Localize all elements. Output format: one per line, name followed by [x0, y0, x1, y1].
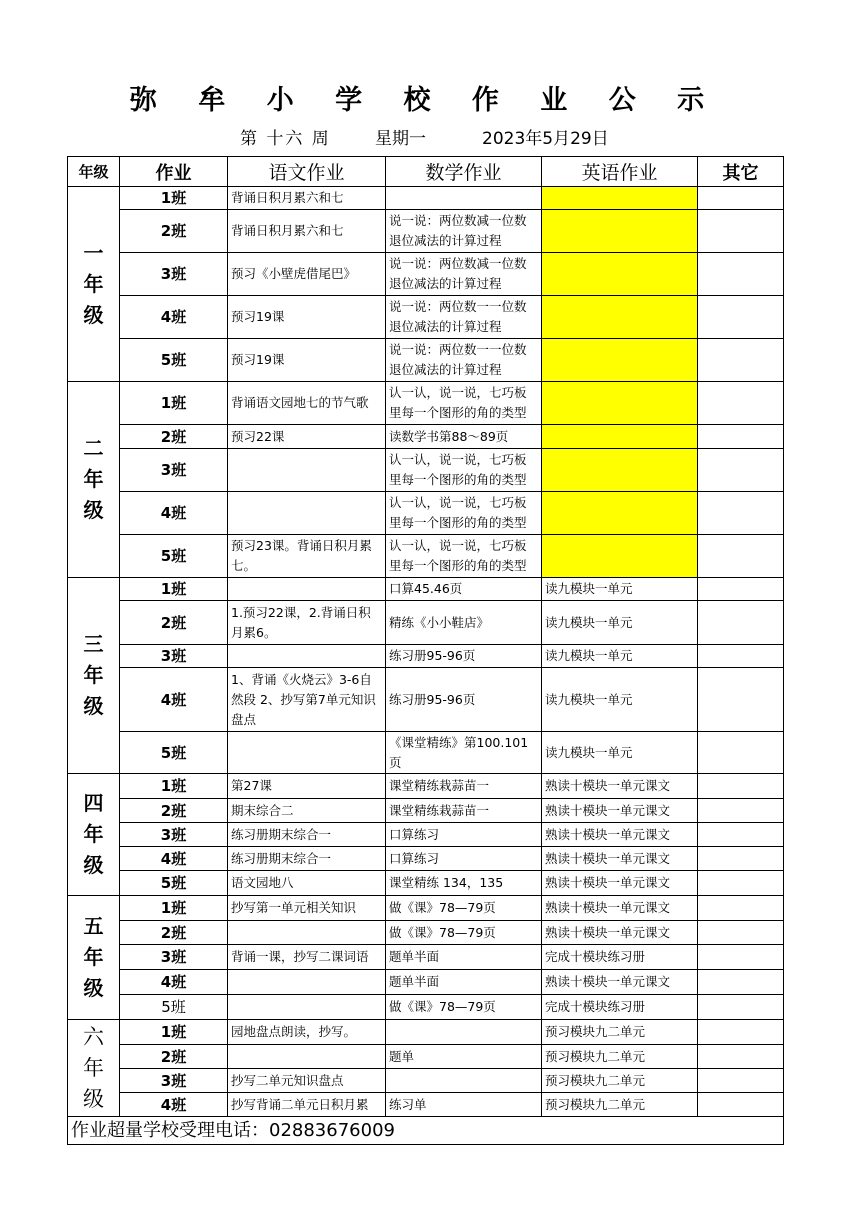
english-cell [542, 339, 698, 382]
chinese-cell: 背诵日积月累六和七 [228, 210, 386, 253]
chinese-cell: 语文园地八 [228, 871, 386, 896]
chinese-cell [228, 492, 386, 535]
grade-label-text: 五年级 [83, 914, 104, 1000]
other-cell [698, 921, 784, 945]
other-cell [698, 896, 784, 921]
chinese-cell: 背诵语文园地七的节气歌 [228, 382, 386, 425]
class-cell: 5班 [120, 732, 228, 774]
grade-label-text: 六年级 [83, 1024, 104, 1111]
other-cell [698, 970, 784, 995]
weekday-label: 星期一 [375, 129, 426, 149]
other-cell [698, 668, 784, 732]
english-cell [542, 382, 698, 425]
chinese-cell: 期末综合二 [228, 799, 386, 823]
chinese-cell [228, 1045, 386, 1069]
class-cell: 1班 [120, 774, 228, 799]
math-cell: 做《课》78—79页 [386, 921, 542, 945]
math-cell: 课堂精练 134，135 [386, 871, 542, 896]
english-cell [542, 296, 698, 339]
math-cell: 课堂精练栽蒜苗一 [386, 774, 542, 799]
header-homework: 作业 [120, 157, 228, 187]
header-other: 其它 [698, 157, 784, 187]
math-cell: 口算练习 [386, 847, 542, 871]
class-cell: 2班 [120, 1045, 228, 1069]
grade-label [68, 896, 120, 1020]
chinese-cell [228, 449, 386, 492]
other-cell [698, 253, 784, 296]
chinese-cell: 第27课 [228, 774, 386, 799]
footer-row [68, 1117, 784, 1145]
table-row [68, 1045, 784, 1069]
other-cell [698, 296, 784, 339]
math-cell: 课堂精练栽蒜苗一 [386, 799, 542, 823]
english-cell: 熟读十模块一单元课文 [542, 799, 698, 823]
chinese-cell [228, 995, 386, 1020]
english-cell [542, 187, 698, 210]
class-cell: 4班 [120, 847, 228, 871]
english-cell: 完成十模块练习册 [542, 945, 698, 970]
table-row [68, 296, 784, 339]
class-cell: 5班 [120, 339, 228, 382]
class-cell: 5班 [120, 871, 228, 896]
grade-label [68, 578, 120, 774]
chinese-cell: 练习册期末综合一 [228, 823, 386, 847]
date-label: 2023年5月29日 [482, 129, 609, 149]
grade-label-text: 四年级 [83, 791, 104, 877]
grade-label [68, 382, 120, 578]
math-cell: 做《课》78—79页 [386, 995, 542, 1020]
chinese-cell: 1、背诵《火烧云》3-6自然段 2、抄写第7单元知识盘点 [228, 668, 386, 732]
table-row [68, 732, 784, 774]
table-row [68, 425, 784, 449]
class-cell: 4班 [120, 1093, 228, 1117]
class-cell: 5班 [120, 995, 228, 1020]
math-cell: 说一说：两位数一一位数退位减法的计算过程 [386, 339, 542, 382]
other-cell [698, 210, 784, 253]
math-cell: 说一说：两位数一一位数退位减法的计算过程 [386, 296, 542, 339]
math-cell: 练习册95-96页 [386, 645, 542, 668]
other-cell [698, 645, 784, 668]
math-cell: 口算45.46页 [386, 578, 542, 601]
math-cell: 《课堂精练》第100.101页 [386, 732, 542, 774]
math-cell: 说一说：两位数减一位数退位减法的计算过程 [386, 210, 542, 253]
header-grade: 年级 [68, 157, 120, 187]
math-cell: 说一说：两位数减一位数退位减法的计算过程 [386, 253, 542, 296]
math-cell: 口算练习 [386, 823, 542, 847]
math-cell: 精练《小小鞋店》 [386, 601, 542, 645]
english-cell: 熟读十模块一单元课文 [542, 871, 698, 896]
other-cell [698, 1045, 784, 1069]
other-cell [698, 1069, 784, 1093]
math-cell: 做《课》78—79页 [386, 896, 542, 921]
chinese-cell: 1.预习22课，2.背诵日积月累6。 [228, 601, 386, 645]
homework-table [67, 156, 784, 1145]
english-cell: 熟读十模块一单元课文 [542, 823, 698, 847]
other-cell [698, 449, 784, 492]
table-row [68, 668, 784, 732]
math-cell: 读数学书第88～89页 [386, 425, 542, 449]
week-label: 第 十六 周 [240, 129, 331, 149]
grade-label [68, 187, 120, 382]
math-cell: 认一认，说一说，七巧板里每一个图形的角的类型 [386, 492, 542, 535]
math-cell [386, 1069, 542, 1093]
english-cell [542, 425, 698, 449]
math-cell: 认一认，说一说，七巧板里每一个图形的角的类型 [386, 449, 542, 492]
chinese-cell: 预习19课 [228, 339, 386, 382]
english-cell: 熟读十模块一单元课文 [542, 970, 698, 995]
chinese-cell [228, 732, 386, 774]
table-row [68, 1020, 784, 1045]
footer-hotline: 作业超量学校受理电话：02883676009 [68, 1117, 784, 1145]
table-row [68, 210, 784, 253]
chinese-cell [228, 645, 386, 668]
english-cell: 预习模块九二单元 [542, 1069, 698, 1093]
class-cell: 1班 [120, 1020, 228, 1045]
english-cell [542, 449, 698, 492]
class-cell: 3班 [120, 645, 228, 668]
other-cell [698, 425, 784, 449]
grade-label-text: 二年级 [83, 436, 104, 522]
grade-label-text: 一年级 [83, 240, 104, 327]
table-row [68, 187, 784, 210]
table-row [68, 578, 784, 601]
grade-label [68, 774, 120, 896]
chinese-cell: 背诵日积月累六和七 [228, 187, 386, 210]
chinese-cell: 抄写背诵二单元日积月累 [228, 1093, 386, 1117]
other-cell [698, 774, 784, 799]
chinese-cell: 预习22课 [228, 425, 386, 449]
english-cell: 熟读十模块一单元课文 [542, 774, 698, 799]
english-cell: 读九模块一单元 [542, 645, 698, 668]
table-row [68, 1069, 784, 1093]
other-cell [698, 732, 784, 774]
grade-label-text: 三年级 [83, 632, 104, 718]
english-cell [542, 253, 698, 296]
chinese-cell: 抄写第一单元相关知识 [228, 896, 386, 921]
english-cell: 熟读十模块一单元课文 [542, 921, 698, 945]
table-row [68, 645, 784, 668]
header-math: 数学作业 [386, 157, 542, 187]
english-cell: 读九模块一单元 [542, 732, 698, 774]
table-row [68, 799, 784, 823]
other-cell [698, 187, 784, 210]
class-cell: 4班 [120, 668, 228, 732]
other-cell [698, 339, 784, 382]
class-cell: 2班 [120, 425, 228, 449]
header-row [68, 157, 784, 187]
table-row [68, 995, 784, 1020]
chinese-cell [228, 970, 386, 995]
other-cell [698, 799, 784, 823]
other-cell [698, 578, 784, 601]
chinese-cell [228, 578, 386, 601]
table-row [68, 449, 784, 492]
header-chinese: 语文作业 [228, 157, 386, 187]
other-cell [698, 1020, 784, 1045]
math-cell: 题单 [386, 1045, 542, 1069]
table-row [68, 492, 784, 535]
other-cell [698, 535, 784, 578]
table-row [68, 253, 784, 296]
class-cell: 5班 [120, 535, 228, 578]
class-cell: 4班 [120, 970, 228, 995]
class-cell: 2班 [120, 799, 228, 823]
chinese-cell: 预习23课。背诵日积月累七。 [228, 535, 386, 578]
english-cell [542, 210, 698, 253]
class-cell: 1班 [120, 187, 228, 210]
english-cell: 读九模块一单元 [542, 601, 698, 645]
english-cell: 预习模块九二单元 [542, 1045, 698, 1069]
class-cell: 2班 [120, 601, 228, 645]
english-cell: 熟读十模块一单元课文 [542, 847, 698, 871]
other-cell [698, 871, 784, 896]
class-cell: 1班 [120, 382, 228, 425]
table-row [68, 823, 784, 847]
table-row [68, 535, 784, 578]
table-row [68, 1093, 784, 1117]
class-cell: 3班 [120, 945, 228, 970]
chinese-cell: 预习《小壁虎借尾巴》 [228, 253, 386, 296]
english-cell: 预习模块九二单元 [542, 1093, 698, 1117]
table-row [68, 896, 784, 921]
english-cell: 读九模块一单元 [542, 578, 698, 601]
math-cell: 题单半面 [386, 945, 542, 970]
english-cell: 预习模块九二单元 [542, 1020, 698, 1045]
class-cell: 4班 [120, 296, 228, 339]
class-cell: 3班 [120, 253, 228, 296]
english-cell: 熟读十模块一单元课文 [542, 896, 698, 921]
chinese-cell [228, 921, 386, 945]
math-cell: 练习单 [386, 1093, 542, 1117]
class-cell: 2班 [120, 921, 228, 945]
chinese-cell: 背诵一课，抄写二课词语 [228, 945, 386, 970]
english-cell: 完成十模块练习册 [542, 995, 698, 1020]
chinese-cell: 抄写二单元知识盘点 [228, 1069, 386, 1093]
other-cell [698, 945, 784, 970]
page-title: 弥 牟 小 学 校 作 业 公 示 [129, 85, 721, 116]
other-cell [698, 492, 784, 535]
math-cell: 认一认，说一说，七巧板里每一个图形的角的类型 [386, 535, 542, 578]
class-cell: 1班 [120, 578, 228, 601]
other-cell [698, 1093, 784, 1117]
table-row [68, 847, 784, 871]
english-cell [542, 535, 698, 578]
class-cell: 3班 [120, 1069, 228, 1093]
class-cell: 2班 [120, 210, 228, 253]
table-row [68, 871, 784, 896]
english-cell [542, 492, 698, 535]
grade-label [68, 1020, 120, 1117]
other-cell [698, 823, 784, 847]
chinese-cell: 练习册期末综合一 [228, 847, 386, 871]
other-cell [698, 382, 784, 425]
other-cell [698, 847, 784, 871]
chinese-cell: 园地盘点朗读，抄写。 [228, 1020, 386, 1045]
class-cell: 1班 [120, 896, 228, 921]
english-cell: 读九模块一单元 [542, 668, 698, 732]
other-cell [698, 995, 784, 1020]
math-cell [386, 1020, 542, 1045]
class-cell: 3班 [120, 823, 228, 847]
math-cell [386, 187, 542, 210]
other-cell [698, 601, 784, 645]
table-row [68, 945, 784, 970]
math-cell: 题单半面 [386, 970, 542, 995]
table-row [68, 921, 784, 945]
table-row [68, 970, 784, 995]
table-row [68, 382, 784, 425]
class-cell: 4班 [120, 492, 228, 535]
table-row [68, 774, 784, 799]
class-cell: 3班 [120, 449, 228, 492]
table-row [68, 601, 784, 645]
math-cell: 练习册95-96页 [386, 668, 542, 732]
chinese-cell: 预习19课 [228, 296, 386, 339]
table-row [68, 339, 784, 382]
math-cell: 认一认，说一说，七巧板里每一个图形的角的类型 [386, 382, 542, 425]
header-english: 英语作业 [542, 157, 698, 187]
